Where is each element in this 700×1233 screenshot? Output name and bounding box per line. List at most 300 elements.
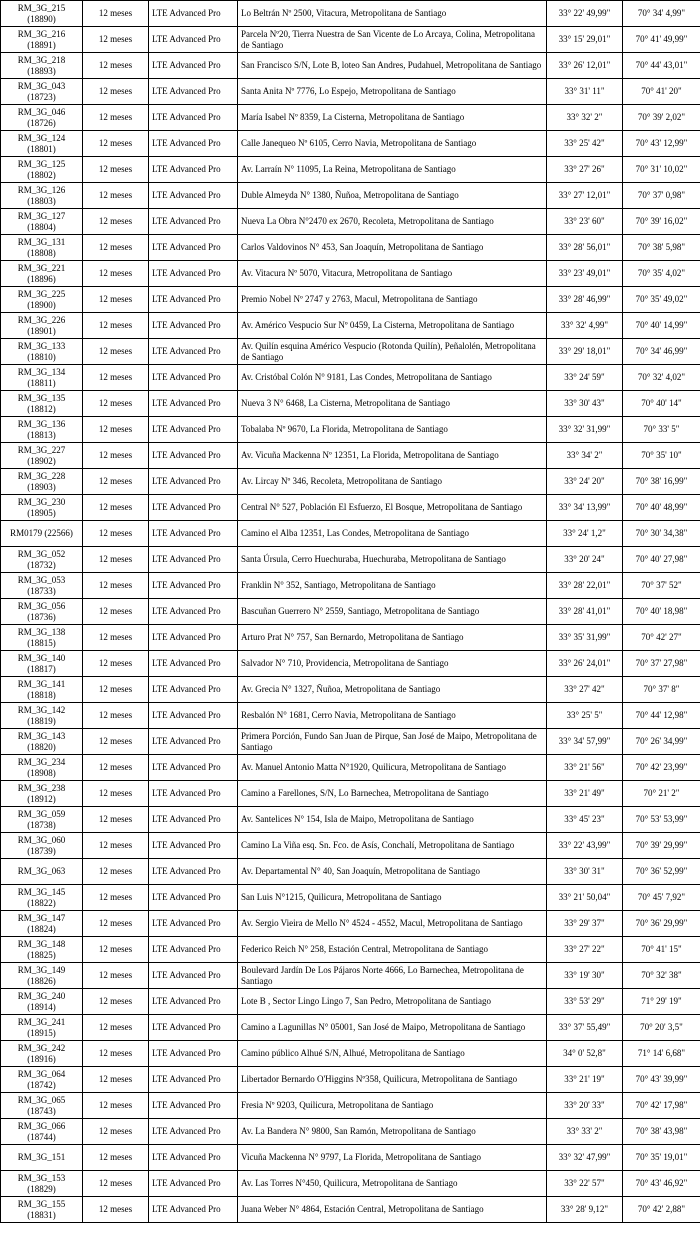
cell-latitud: 33° 24' 1,2" [547, 521, 623, 547]
cell-latitud: 33° 29' 18,01" [547, 339, 623, 365]
cell-site_id: RM_3G_241 (18915) [1, 1015, 83, 1041]
cell-longitud: 70° 39' 2,02" [623, 105, 700, 131]
cell-plazo: 12 meses [83, 625, 149, 651]
cell-direccion: Federico Reich N° 258, Estación Central, Metropolitana de Santiago [238, 937, 547, 963]
cell-plazo: 12 meses [83, 1171, 149, 1197]
cell-site_id: RM_3G_138 (18815) [1, 625, 83, 651]
table-row [1, 625, 700, 651]
cell-site_id: RM_3G_240 (18914) [1, 989, 83, 1015]
cell-tecnologia: LTE Advanced Pro [149, 703, 238, 729]
cell-direccion: Camino a Farellones, S/N, Lo Barnechea, Metropolitana de Santiago [238, 781, 547, 807]
cell-site_id: RM_3G_216 (18891) [1, 27, 83, 53]
cell-tecnologia: LTE Advanced Pro [149, 79, 238, 105]
cell-direccion: Tobalaba Nº 9670, La Florida, Metropolitana de Santiago [238, 417, 547, 443]
cell-plazo: 12 meses [83, 989, 149, 1015]
cell-longitud: 70° 44' 12,98" [623, 703, 700, 729]
table-row [1, 547, 700, 573]
cell-tecnologia: LTE Advanced Pro [149, 235, 238, 261]
cell-longitud: 70° 42' 2,88" [623, 1197, 700, 1223]
cell-longitud: 70° 38' 5,98" [623, 235, 700, 261]
table-row [1, 859, 700, 885]
cell-plazo: 12 meses [83, 313, 149, 339]
cell-plazo: 12 meses [83, 495, 149, 521]
cell-longitud: 70° 42' 23,99" [623, 755, 700, 781]
cell-latitud: 33° 21' 56" [547, 755, 623, 781]
table-row [1, 833, 700, 859]
cell-longitud: 70° 26' 34,99" [623, 729, 700, 755]
table-row [1, 1145, 700, 1171]
cell-tecnologia: LTE Advanced Pro [149, 885, 238, 911]
cell-site_id: RM_3G_131 (18808) [1, 235, 83, 261]
cell-plazo: 12 meses [83, 79, 149, 105]
cell-site_id: RM_3G_124 (18801) [1, 131, 83, 157]
table-row [1, 989, 700, 1015]
table-row [1, 105, 700, 131]
cell-plazo: 12 meses [83, 1145, 149, 1171]
cell-longitud: 70° 40' 14" [623, 391, 700, 417]
cell-direccion: Av. Américo Vespucio Sur Nº 0459, La Cisterna, Metropolitana de Santiago [238, 313, 547, 339]
table-row [1, 781, 700, 807]
cell-plazo: 12 meses [83, 235, 149, 261]
cell-tecnologia: LTE Advanced Pro [149, 105, 238, 131]
cell-tecnologia: LTE Advanced Pro [149, 27, 238, 53]
table-row [1, 183, 700, 209]
cell-tecnologia: LTE Advanced Pro [149, 1015, 238, 1041]
cell-tecnologia: LTE Advanced Pro [149, 729, 238, 755]
cell-plazo: 12 meses [83, 781, 149, 807]
cell-longitud: 70° 35' 4,02" [623, 261, 700, 287]
cell-direccion: Franklin N° 352, Santiago, Metropolitana de Santiago [238, 573, 547, 599]
cell-longitud: 70° 34' 4,99" [623, 1, 700, 27]
cell-longitud: 70° 21' 2" [623, 781, 700, 807]
table-row [1, 53, 700, 79]
cell-tecnologia: LTE Advanced Pro [149, 547, 238, 573]
cell-plazo: 12 meses [83, 963, 149, 989]
cell-longitud: 70° 30' 34,38" [623, 521, 700, 547]
table-row [1, 937, 700, 963]
cell-plazo: 12 meses [83, 261, 149, 287]
cell-site_id: RM_3G_218 (18893) [1, 53, 83, 79]
cell-tecnologia: LTE Advanced Pro [149, 781, 238, 807]
cell-plazo: 12 meses [83, 677, 149, 703]
cell-plazo: 12 meses [83, 599, 149, 625]
cell-latitud: 33° 28' 56,01" [547, 235, 623, 261]
cell-longitud: 70° 40' 27,98" [623, 547, 700, 573]
cell-latitud: 33° 15' 29,01" [547, 27, 623, 53]
cell-latitud: 33° 32' 47,99" [547, 1145, 623, 1171]
cell-tecnologia: LTE Advanced Pro [149, 287, 238, 313]
cell-tecnologia: LTE Advanced Pro [149, 651, 238, 677]
cell-site_id: RM_3G_141 (18818) [1, 677, 83, 703]
cell-site_id: RM_3G_221 (18896) [1, 261, 83, 287]
cell-site_id: RM_3G_151 [1, 1145, 83, 1171]
cell-latitud: 33° 30' 43" [547, 391, 623, 417]
cell-direccion: Nueva La Obra N°2470 ex 2670, Recoleta, Metropolitana de Santiago [238, 209, 547, 235]
cell-longitud: 70° 38' 16,99" [623, 469, 700, 495]
cell-longitud: 70° 42' 17,98" [623, 1093, 700, 1119]
table-row [1, 1015, 700, 1041]
cell-latitud: 33° 23' 49,01" [547, 261, 623, 287]
cell-site_id: RM_3G_136 (18813) [1, 417, 83, 443]
cell-tecnologia: LTE Advanced Pro [149, 989, 238, 1015]
cell-latitud: 33° 27' 42" [547, 677, 623, 703]
table-row [1, 443, 700, 469]
cell-longitud: 70° 37' 0,98" [623, 183, 700, 209]
cell-direccion: Arturo Prat N° 757, San Bernardo, Metropolitana de Santiago [238, 625, 547, 651]
cell-plazo: 12 meses [83, 105, 149, 131]
cell-latitud: 33° 34' 2" [547, 443, 623, 469]
cell-plazo: 12 meses [83, 937, 149, 963]
cell-latitud: 33° 31' 11" [547, 79, 623, 105]
cell-plazo: 12 meses [83, 1197, 149, 1223]
table-row [1, 235, 700, 261]
cell-plazo: 12 meses [83, 1, 149, 27]
cell-direccion: Camino La Viña esq. Sn. Fco. de Asís, Conchalí, Metropolitana de Santiago [238, 833, 547, 859]
cell-direccion: Lo Beltrán Nº 2500, Vitacura, Metropolitana de Santiago [238, 1, 547, 27]
cell-longitud: 70° 37' 27,98" [623, 651, 700, 677]
cell-site_id: RM_3G_125 (18802) [1, 157, 83, 183]
cell-site_id: RM_3G_133 (18810) [1, 339, 83, 365]
cell-site_id: RM_3G_148 (18825) [1, 937, 83, 963]
table-row [1, 703, 700, 729]
cell-plazo: 12 meses [83, 131, 149, 157]
cell-site_id: RM_3G_135 (18812) [1, 391, 83, 417]
cell-longitud: 70° 33' 5" [623, 417, 700, 443]
cell-latitud: 33° 20' 33" [547, 1093, 623, 1119]
cell-direccion: Central N° 527, Población El Esfuerzo, El Bosque, Metropolitana de Santiago [238, 495, 547, 521]
cell-direccion: Av. Santelices N° 154, Isla de Maipo, Metropolitana de Santiago [238, 807, 547, 833]
cell-direccion: Calle Janequeo Nº 6105, Cerro Navia, Metropolitana de Santiago [238, 131, 547, 157]
cell-longitud: 70° 40' 14,99" [623, 313, 700, 339]
cell-longitud: 70° 36' 29,99" [623, 911, 700, 937]
cell-plazo: 12 meses [83, 833, 149, 859]
cell-site_id: RM_3G_145 (18822) [1, 885, 83, 911]
cell-plazo: 12 meses [83, 807, 149, 833]
cell-latitud: 33° 25' 5" [547, 703, 623, 729]
cell-tecnologia: LTE Advanced Pro [149, 469, 238, 495]
sites-table-body [1, 1, 700, 1223]
table-row [1, 1171, 700, 1197]
cell-direccion: Juana Weber N° 4864, Estación Central, Metropolitana de Santiago [238, 1197, 547, 1223]
cell-longitud: 70° 39' 29,99" [623, 833, 700, 859]
cell-site_id: RM_3G_234 (18908) [1, 755, 83, 781]
table-row [1, 287, 700, 313]
cell-latitud: 33° 26' 12,01" [547, 53, 623, 79]
cell-longitud: 70° 43' 39,99" [623, 1067, 700, 1093]
cell-site_id: RM_3G_063 [1, 859, 83, 885]
cell-direccion: Av. Larraín N° 11095, La Reina, Metropolitana de Santiago [238, 157, 547, 183]
cell-tecnologia: LTE Advanced Pro [149, 1119, 238, 1145]
cell-latitud: 33° 33' 2" [547, 1119, 623, 1145]
cell-latitud: 33° 32' 2" [547, 105, 623, 131]
cell-tecnologia: LTE Advanced Pro [149, 1, 238, 27]
cell-tecnologia: LTE Advanced Pro [149, 313, 238, 339]
cell-longitud: 70° 36' 52,99" [623, 859, 700, 885]
cell-latitud: 33° 32' 31,99" [547, 417, 623, 443]
cell-direccion: Primera Porción, Fundo San Juan de Pirque, San José de Maipo, Metropolitana de Santiago [238, 729, 547, 755]
cell-plazo: 12 meses [83, 911, 149, 937]
cell-direccion: Vicuña Mackenna N° 9797, La Florida, Metropolitana de Santiago [238, 1145, 547, 1171]
cell-direccion: Av. Las Torres N°450, Quilicura, Metropolitana de Santiago [238, 1171, 547, 1197]
cell-direccion: Salvador N° 710, Providencia, Metropolitana de Santiago [238, 651, 547, 677]
cell-plazo: 12 meses [83, 729, 149, 755]
cell-plazo: 12 meses [83, 651, 149, 677]
cell-direccion: Premio Nobel Nº 2747 y 2763, Macul, Metropolitana de Santiago [238, 287, 547, 313]
cell-latitud: 33° 21' 49" [547, 781, 623, 807]
table-row [1, 27, 700, 53]
cell-tecnologia: LTE Advanced Pro [149, 599, 238, 625]
cell-site_id: RM_3G_140 (18817) [1, 651, 83, 677]
table-row [1, 755, 700, 781]
cell-direccion: Fresia Nº 9203, Quilicura, Metropolitana de Santiago [238, 1093, 547, 1119]
cell-direccion: Santa Úrsula, Cerro Huechuraba, Huechuraba, Metropolitana de Santiago [238, 547, 547, 573]
cell-site_id: RM_3G_056 (18736) [1, 599, 83, 625]
cell-latitud: 33° 22' 49,99" [547, 1, 623, 27]
cell-tecnologia: LTE Advanced Pro [149, 625, 238, 651]
cell-longitud: 70° 32' 4,02" [623, 365, 700, 391]
cell-tecnologia: LTE Advanced Pro [149, 677, 238, 703]
cell-plazo: 12 meses [83, 339, 149, 365]
cell-longitud: 70° 40' 18,98" [623, 599, 700, 625]
cell-site_id: RM_3G_126 (18803) [1, 183, 83, 209]
cell-tecnologia: LTE Advanced Pro [149, 183, 238, 209]
cell-plazo: 12 meses [83, 287, 149, 313]
cell-direccion: Av. Manuel Antonio Matta N°1920, Quilicura, Metropolitana de Santiago [238, 755, 547, 781]
cell-longitud: 70° 53' 53,99" [623, 807, 700, 833]
cell-plazo: 12 meses [83, 1041, 149, 1067]
cell-direccion: Camino el Alba 12351, Las Condes, Metropolitana de Santiago [238, 521, 547, 547]
cell-plazo: 12 meses [83, 1067, 149, 1093]
table-row [1, 365, 700, 391]
cell-site_id: RM_3G_053 (18733) [1, 573, 83, 599]
table-row [1, 911, 700, 937]
cell-site_id: RM_3G_230 (18905) [1, 495, 83, 521]
cell-longitud: 71° 29' 19" [623, 989, 700, 1015]
cell-site_id: RM_3G_149 (18826) [1, 963, 83, 989]
cell-site_id: RM_3G_060 (18739) [1, 833, 83, 859]
cell-latitud: 33° 35' 31,99" [547, 625, 623, 651]
cell-site_id: RM_3G_065 (18743) [1, 1093, 83, 1119]
cell-tecnologia: LTE Advanced Pro [149, 261, 238, 287]
cell-latitud: 33° 22' 57" [547, 1171, 623, 1197]
cell-plazo: 12 meses [83, 27, 149, 53]
table-row [1, 313, 700, 339]
cell-site_id: RM_3G_238 (18912) [1, 781, 83, 807]
cell-longitud: 70° 45' 7,92" [623, 885, 700, 911]
cell-latitud: 33° 30' 31" [547, 859, 623, 885]
cell-latitud: 33° 45' 23" [547, 807, 623, 833]
cell-longitud: 70° 35' 19,01" [623, 1145, 700, 1171]
table-row [1, 599, 700, 625]
cell-tecnologia: LTE Advanced Pro [149, 807, 238, 833]
cell-longitud: 70° 37' 8" [623, 677, 700, 703]
cell-site_id: RM_3G_043 (18723) [1, 79, 83, 105]
cell-plazo: 12 meses [83, 53, 149, 79]
cell-site_id: RM_3G_052 (18732) [1, 547, 83, 573]
cell-site_id: RM_3G_242 (18916) [1, 1041, 83, 1067]
table-row [1, 521, 700, 547]
cell-direccion: Lote B , Sector Lingo Lingo 7, San Pedro, Metropolitana de Santiago [238, 989, 547, 1015]
cell-latitud: 33° 20' 24" [547, 547, 623, 573]
cell-tecnologia: LTE Advanced Pro [149, 937, 238, 963]
cell-tecnologia: LTE Advanced Pro [149, 1041, 238, 1067]
cell-tecnologia: LTE Advanced Pro [149, 209, 238, 235]
cell-tecnologia: LTE Advanced Pro [149, 365, 238, 391]
cell-site_id: RM_3G_147 (18824) [1, 911, 83, 937]
cell-plazo: 12 meses [83, 417, 149, 443]
cell-tecnologia: LTE Advanced Pro [149, 1067, 238, 1093]
cell-site_id: RM_3G_153 (18829) [1, 1171, 83, 1197]
cell-longitud: 70° 35' 10" [623, 443, 700, 469]
cell-latitud: 33° 24' 20" [547, 469, 623, 495]
cell-tecnologia: LTE Advanced Pro [149, 391, 238, 417]
cell-longitud: 70° 35' 49,02" [623, 287, 700, 313]
cell-latitud: 33° 37' 55,49" [547, 1015, 623, 1041]
table-row [1, 1, 700, 27]
cell-plazo: 12 meses [83, 521, 149, 547]
cell-tecnologia: LTE Advanced Pro [149, 131, 238, 157]
cell-plazo: 12 meses [83, 859, 149, 885]
table-row [1, 79, 700, 105]
cell-direccion: Boulevard Jardín De Los Pájaros Norte 4666, Lo Barnechea, Metropolitana de Santiago [238, 963, 547, 989]
cell-latitud: 33° 27' 12,01" [547, 183, 623, 209]
cell-direccion: Av. Lircay Nº 346, Recoleta, Metropolitana de Santiago [238, 469, 547, 495]
table-row [1, 495, 700, 521]
cell-latitud: 33° 21' 19" [547, 1067, 623, 1093]
cell-plazo: 12 meses [83, 1015, 149, 1041]
cell-latitud: 33° 28' 9,12" [547, 1197, 623, 1223]
table-row [1, 131, 700, 157]
cell-plazo: 12 meses [83, 1093, 149, 1119]
cell-latitud: 33° 19' 30" [547, 963, 623, 989]
cell-plazo: 12 meses [83, 391, 149, 417]
table-row [1, 391, 700, 417]
cell-site_id: RM_3G_059 (18738) [1, 807, 83, 833]
cell-latitud: 33° 24' 59" [547, 365, 623, 391]
cell-tecnologia: LTE Advanced Pro [149, 157, 238, 183]
cell-site_id: RM_3G_134 (18811) [1, 365, 83, 391]
table-row [1, 417, 700, 443]
cell-direccion: Santa Anita Nº 7776, Lo Espejo, Metropolitana de Santiago [238, 79, 547, 105]
table-row [1, 339, 700, 365]
cell-tecnologia: LTE Advanced Pro [149, 573, 238, 599]
cell-site_id: RM_3G_227 (18902) [1, 443, 83, 469]
table-row [1, 157, 700, 183]
table-row [1, 469, 700, 495]
cell-longitud: 70° 44' 43,01" [623, 53, 700, 79]
table-row [1, 963, 700, 989]
cell-tecnologia: LTE Advanced Pro [149, 495, 238, 521]
cell-direccion: Av. Cristóbal Colón N° 9181, Las Condes, Metropolitana de Santiago [238, 365, 547, 391]
table-row [1, 651, 700, 677]
cell-direccion: Resbalón N° 1681, Cerro Navia, Metropolitana de Santiago [238, 703, 547, 729]
cell-direccion: Bascuñan Guerrero N° 2559, Santiago, Metropolitana de Santiago [238, 599, 547, 625]
cell-latitud: 33° 26' 24,01" [547, 651, 623, 677]
table-row [1, 1197, 700, 1223]
cell-tecnologia: LTE Advanced Pro [149, 1197, 238, 1223]
cell-longitud: 70° 38' 43,98" [623, 1119, 700, 1145]
cell-direccion: Av. Vicuña Mackenna Nº 12351, La Florida, Metropolitana de Santiago [238, 443, 547, 469]
cell-tecnologia: LTE Advanced Pro [149, 859, 238, 885]
cell-tecnologia: LTE Advanced Pro [149, 339, 238, 365]
table-row [1, 1041, 700, 1067]
cell-site_id: RM_3G_046 (18726) [1, 105, 83, 131]
cell-longitud: 70° 20' 3,5" [623, 1015, 700, 1041]
cell-direccion: San Francisco S/N, Lote B, loteo San Andres, Pudahuel, Metropolitana de Santiago [238, 53, 547, 79]
cell-tecnologia: LTE Advanced Pro [149, 911, 238, 937]
cell-longitud: 70° 42' 27" [623, 625, 700, 651]
cell-latitud: 33° 32' 4,99" [547, 313, 623, 339]
cell-longitud: 70° 34' 46,99" [623, 339, 700, 365]
cell-plazo: 12 meses [83, 209, 149, 235]
cell-direccion: Av. Sergio Vieira de Mello N° 4524 - 4552, Macul, Metropolitana de Santiago [238, 911, 547, 937]
cell-plazo: 12 meses [83, 157, 149, 183]
cell-latitud: 34° 0' 52,8" [547, 1041, 623, 1067]
cell-tecnologia: LTE Advanced Pro [149, 833, 238, 859]
cell-longitud: 70° 41' 15" [623, 937, 700, 963]
cell-site_id: RM_3G_064 (18742) [1, 1067, 83, 1093]
cell-plazo: 12 meses [83, 885, 149, 911]
cell-direccion: Av. Vitacura Nº 5070, Vitacura, Metropolitana de Santiago [238, 261, 547, 287]
cell-plazo: 12 meses [83, 755, 149, 781]
cell-plazo: 12 meses [83, 703, 149, 729]
cell-plazo: 12 meses [83, 443, 149, 469]
table-row [1, 209, 700, 235]
cell-direccion: Av. Departamental N° 40, San Joaquín, Metropolitana de Santiago [238, 859, 547, 885]
cell-longitud: 70° 40' 48,99" [623, 495, 700, 521]
cell-plazo: 12 meses [83, 1119, 149, 1145]
cell-latitud: 33° 34' 13,99" [547, 495, 623, 521]
cell-direccion: Av. La Bandera N° 9800, San Ramón, Metropolitana de Santiago [238, 1119, 547, 1145]
cell-site_id: RM_3G_226 (18901) [1, 313, 83, 339]
cell-latitud: 33° 22' 43,99" [547, 833, 623, 859]
cell-direccion: Carlos Valdovinos N° 453, San Joaquín, Metropolitana de Santiago [238, 235, 547, 261]
cell-direccion: Parcela Nº20, Tierra Nuestra de San Vicente de Lo Arcaya, Colina, Metropolitana de Santiago [238, 27, 547, 53]
cell-tecnologia: LTE Advanced Pro [149, 1093, 238, 1119]
cell-longitud: 70° 32' 38" [623, 963, 700, 989]
cell-site_id: RM_3G_215 (18890) [1, 1, 83, 27]
cell-latitud: 33° 27' 22" [547, 937, 623, 963]
cell-plazo: 12 meses [83, 183, 149, 209]
cell-latitud: 33° 28' 22,01" [547, 573, 623, 599]
cell-plazo: 12 meses [83, 469, 149, 495]
cell-latitud: 33° 25' 42" [547, 131, 623, 157]
cell-longitud: 70° 43' 46,92" [623, 1171, 700, 1197]
table-row [1, 1119, 700, 1145]
cell-longitud: 70° 43' 12,99" [623, 131, 700, 157]
cell-plazo: 12 meses [83, 573, 149, 599]
cell-latitud: 33° 27' 26" [547, 157, 623, 183]
cell-tecnologia: LTE Advanced Pro [149, 963, 238, 989]
table-row [1, 1093, 700, 1119]
cell-plazo: 12 meses [83, 365, 149, 391]
cell-site_id: RM_3G_225 (18900) [1, 287, 83, 313]
cell-longitud: 70° 39' 16,02" [623, 209, 700, 235]
cell-latitud: 33° 21' 50,04" [547, 885, 623, 911]
table-row [1, 729, 700, 755]
cell-tecnologia: LTE Advanced Pro [149, 417, 238, 443]
cell-site_id: RM_3G_155 (18831) [1, 1197, 83, 1223]
cell-tecnologia: LTE Advanced Pro [149, 443, 238, 469]
cell-direccion: Camino público Alhué S/N, Alhué, Metropolitana de Santiago [238, 1041, 547, 1067]
cell-site_id: RM_3G_127 (18804) [1, 209, 83, 235]
table-row [1, 261, 700, 287]
cell-latitud: 33° 28' 41,01" [547, 599, 623, 625]
cell-latitud: 33° 29' 37" [547, 911, 623, 937]
cell-direccion: María Isabel Nº 8359, La Cisterna, Metropolitana de Santiago [238, 105, 547, 131]
cell-site_id: RM0179 (22566) [1, 521, 83, 547]
table-row [1, 807, 700, 833]
